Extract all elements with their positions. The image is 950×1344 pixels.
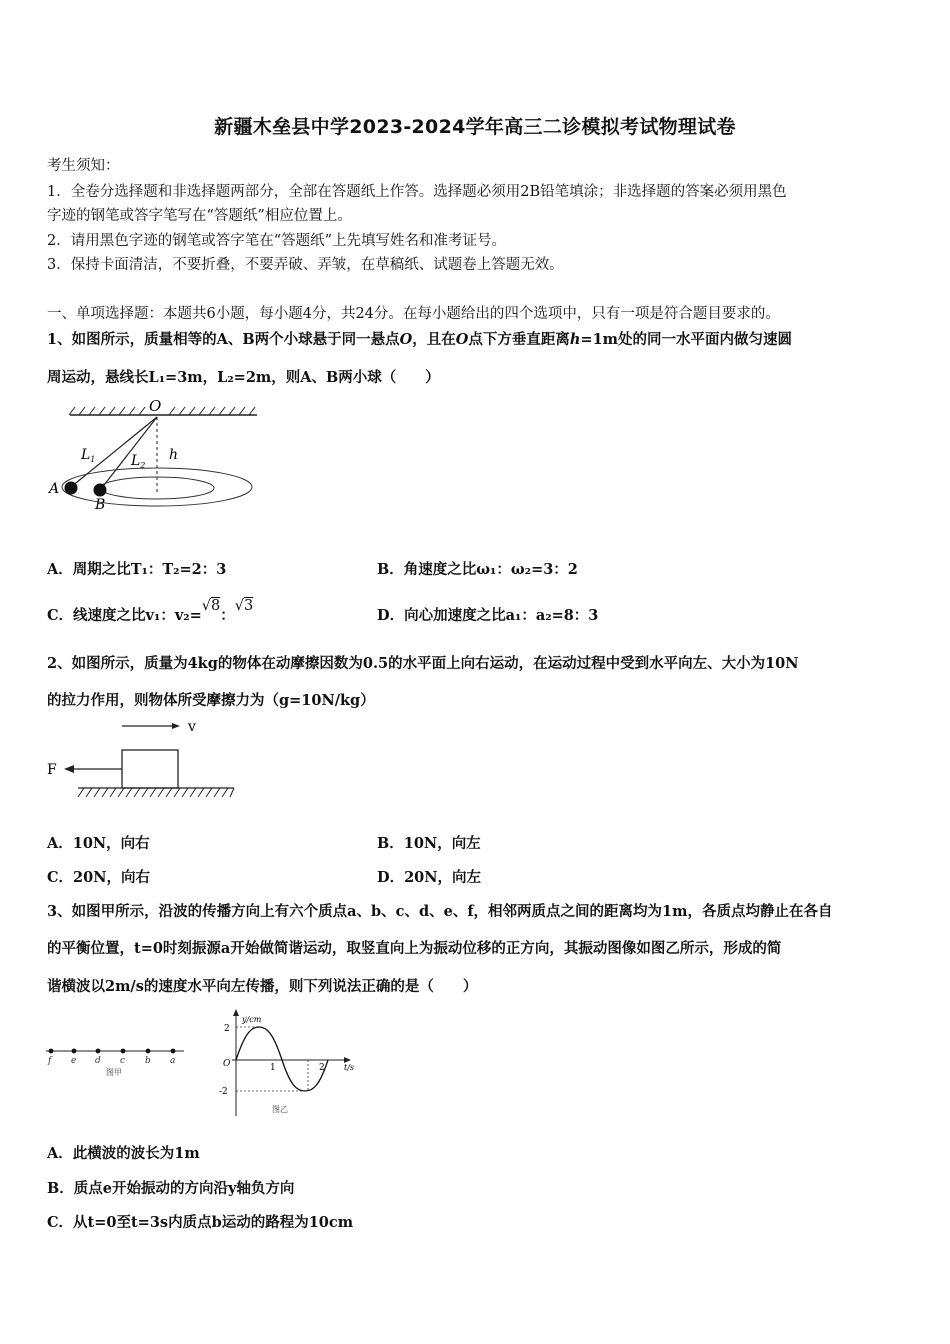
q2-stem-line-2: 的拉力作用，则物体所受摩擦力为（g=10N/kg） <box>47 692 375 709</box>
t-label: t/s <box>344 1063 355 1072</box>
y-tick-neg: -2 <box>219 1087 228 1097</box>
q3-stem-line-3: 谐横波以2m/s的速度水平向左传播，则下列说法正确的是（ ） <box>47 978 478 995</box>
q3-option-C[interactable]: C．从t=0至t=3s内质点b运动的路程为10cm <box>47 1214 354 1231</box>
q2-figure <box>44 716 239 802</box>
caption-yi: 图乙 <box>272 1105 288 1114</box>
q1-option-D[interactable]: D．向心加速度之比a₁：a₂=8：3 <box>377 607 599 624</box>
label-c: c <box>120 1056 126 1066</box>
q1-option-C[interactable]: C．线速度之比v₁：v₂=√8：√3 <box>47 598 254 624</box>
label-f: f <box>48 1056 52 1066</box>
q2-option-C[interactable]: C．20N，向右 <box>47 869 150 886</box>
label-d: d <box>95 1056 101 1066</box>
q2-stem-line-1: 2、如图所示，质量为4kg的物体在动摩擦因数为0.5的水平面上向右运动，在运动过程中受到水平向左、大小为10N <box>47 655 799 672</box>
notice-item-2: 2．请用黑色字迹的钢笔或答字笔在“答题纸”上先填写姓名和准考证号。 <box>47 233 507 249</box>
label-a: a <box>170 1056 176 1066</box>
block <box>122 750 178 788</box>
notice-item-1: 1．全卷分选择题和非选择题两部分，全部在答题纸上作答。选择题必须用2B铅笔填涂；非选择题的答案必须用黑色 <box>47 184 787 200</box>
origin-label: O <box>223 1059 231 1069</box>
ball-B <box>94 484 107 497</box>
ball-A <box>65 482 78 495</box>
label-e: e <box>71 1056 77 1066</box>
point-b <box>146 1049 151 1054</box>
q3-stem-line-1: 3、如图甲所示，沿波的传播方向上有六个质点a、b、c、d、e、f，相邻两质点之间的距离均为1m，各质点均静止在各自 <box>47 903 833 920</box>
q1-figure <box>45 395 270 515</box>
section-heading: 一、单项选择题：本题共6小题，每小题4分，共24分。在每小题给出的四个选项中，只有一项是符合题目要求的。 <box>47 306 780 322</box>
q3-option-A[interactable]: A．此横波的波长为1m <box>47 1145 200 1162</box>
label-b: b <box>145 1056 151 1066</box>
q1-stem-line-1: 1、如图所示，质量相等的A、B两个小球悬于同一悬点O，且在O点下方垂直距离h=1m处的同一水平面内做匀速圆 <box>47 331 793 348</box>
q3-option-B[interactable]: B．质点e开始振动的方向沿y轴负方向 <box>47 1180 295 1197</box>
point-e <box>72 1049 77 1054</box>
notice-item-1-cont: 字迹的钢笔或答字笔写在“答题纸”相应位置上。 <box>47 208 352 224</box>
vibration-curve <box>236 1027 328 1091</box>
point-d <box>96 1049 101 1054</box>
label-O: O <box>149 397 162 415</box>
q2-option-B[interactable]: B．10N，向左 <box>377 835 481 852</box>
q3-figure-yi <box>212 1008 372 1120</box>
t-tick-2: 2 <box>319 1063 325 1073</box>
point-a <box>171 1049 176 1054</box>
y-tick-pos: 2 <box>224 1024 230 1034</box>
label-B: B <box>95 497 106 513</box>
q3-figure-jia <box>44 1040 189 1080</box>
q1-option-B[interactable]: B．角速度之比ω₁：ω₂=3：2 <box>377 561 578 578</box>
point-f <box>49 1049 54 1054</box>
t-tick-1: 1 <box>270 1063 276 1073</box>
label-L2: $L_2$ <box>131 453 146 470</box>
q3-stem-line-2: 的平衡位置，t=0时刻振源a开始做简谐运动，取竖直向上为振动位移的正方向，其振动图像如图乙所示，形成的简 <box>47 940 782 957</box>
caption-jia: 图甲 <box>106 1068 122 1077</box>
label-F: F <box>47 762 57 778</box>
label-L1: $L_1$ <box>81 447 96 464</box>
notice-heading: 考生须知： <box>47 158 120 174</box>
q1-stem-line-2: 周运动，悬线长L₁=3m，L₂=2m，则A、B两小球（ ） <box>47 369 440 386</box>
point-c <box>121 1049 126 1054</box>
page-title: 新疆木垒县中学2023-2024学年高三二诊模拟考试物理试卷 <box>214 116 736 138</box>
label-A: A <box>49 481 60 497</box>
label-h: h <box>169 447 179 463</box>
notice-item-3: 3．保持卡面清洁，不要折叠，不要弄破、弄皱，在草稿纸、试题卷上答题无效。 <box>47 257 564 273</box>
q2-option-A[interactable]: A．10N，向右 <box>47 835 150 852</box>
orbit-B <box>100 477 214 499</box>
label-v: v <box>188 719 196 735</box>
q1-option-A[interactable]: A．周期之比T₁：T₂=2：3 <box>47 561 227 578</box>
y-label: y/cm <box>242 1015 262 1024</box>
q2-option-D[interactable]: D．20N，向左 <box>377 869 482 886</box>
